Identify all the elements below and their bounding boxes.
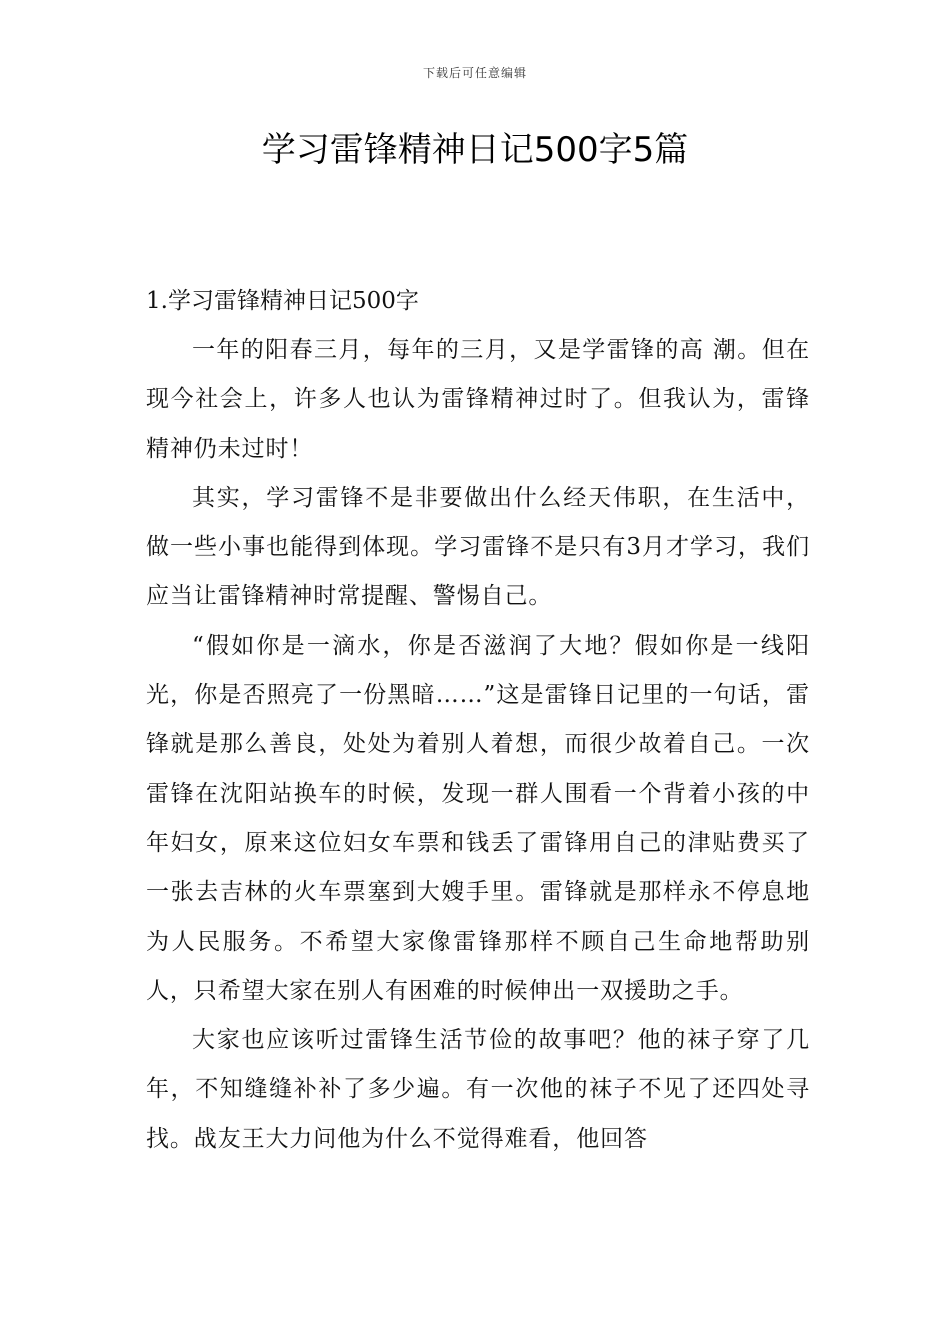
- document-title: 学习雷锋精神日记500字5篇: [261, 130, 689, 170]
- header-note: 下载后可任意编辑: [422, 66, 527, 80]
- paragraph-2: 其实，学习雷锋不是非要做出什么经天伟职，在生活中，做一些小事也能得到体现。学习雷锋不是只有3月才学习，我们应当让雷锋精神时常提醒、警惕自己。: [146, 484, 810, 610]
- section-heading: 1.学习雷锋精神日记500字: [146, 288, 419, 314]
- paragraph-3: “假如你是一滴水，你是否滋润了大地？假如你是一线阳光，你是否照亮了一份黑暗……”这是雷锋日记里的一句话，雷锋就是那么善良，处处为着别人着想，而很少故着自己。一次雷锋在沈阳站换车的时候，发现一群人围看一个背着小孩的中年妇女，原来这位妇女车票和钱丢了雷锋用自己的津贴费买了一张去吉林的火车票塞到大嫂手里。雷锋就是那样永不停息地为人民服务。不希望大家像雷锋那样不顾自己生命地帮助别人，只希望大家在别人有困难的时候伸出一双援助之手。: [146, 632, 810, 1004]
- paragraph-1: 一年的阳春三月，每年的三月，又是学雷锋的高 潮。但在现今社会上，许多人也认为雷锋精神过时了。但我认为，雷锋精神仍未过时！: [146, 337, 810, 462]
- paragraph-4: 大家也应该听过雷锋生活节俭的故事吧？他的袜子穿了几年，不知缝缝补补了多少遍。有一次他的袜子不见了还四处寻找。战友王大力问他为什么不觉得难看，他回答: [146, 1027, 810, 1152]
- document-body: [146, 277, 810, 1164]
